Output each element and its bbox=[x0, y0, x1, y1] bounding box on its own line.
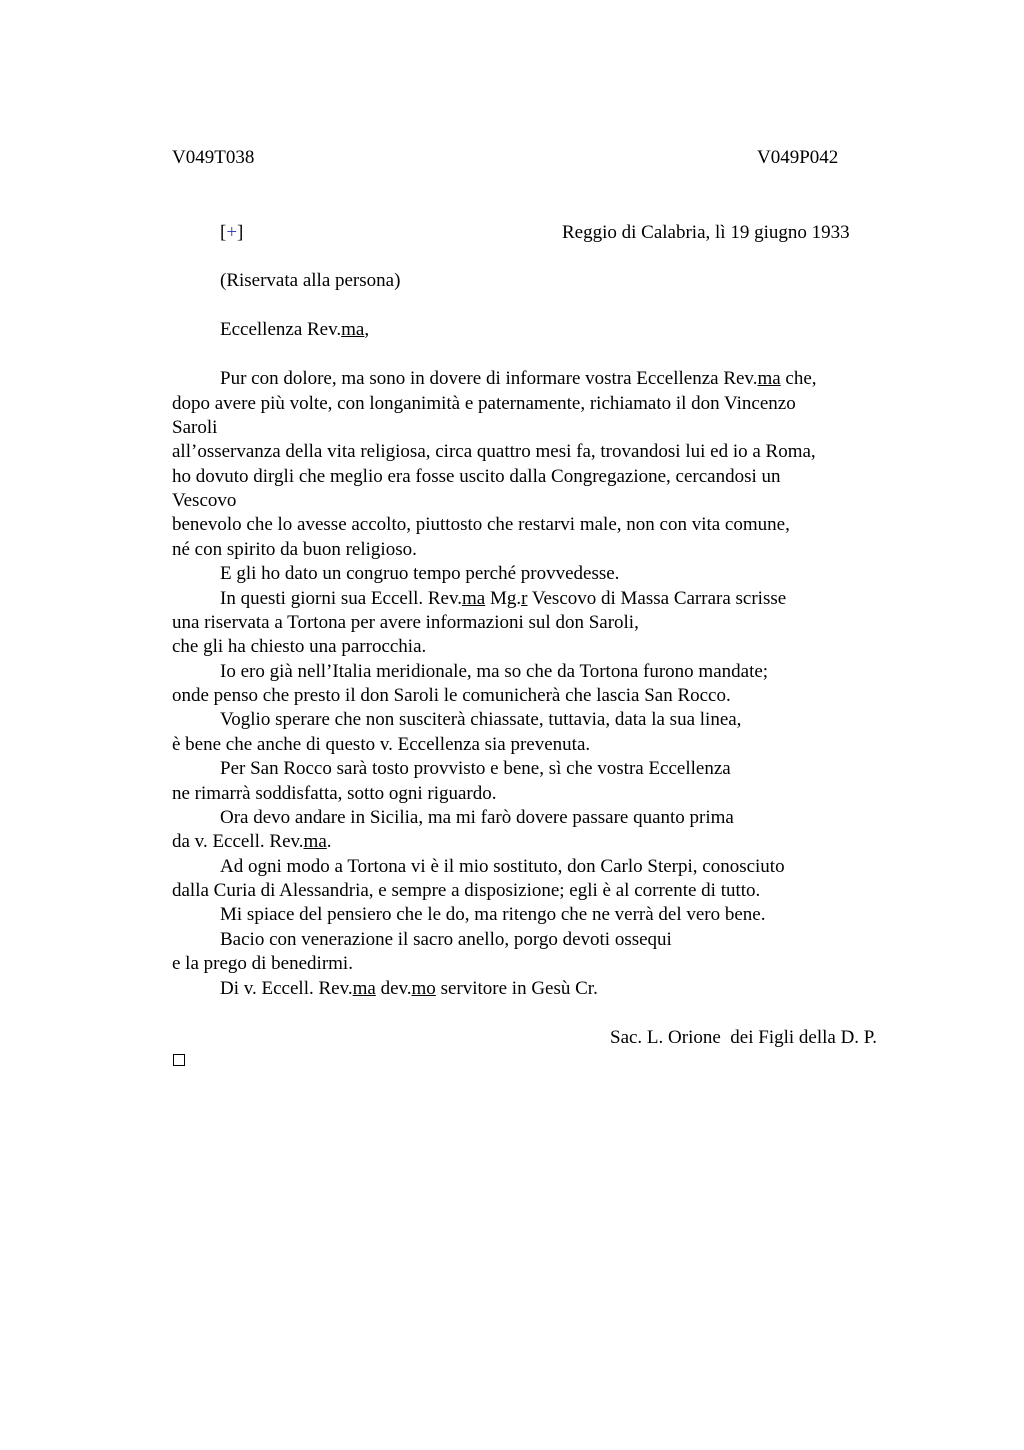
body-line: Di v. Eccell. Rev.ma dev.mo servitore in Gesù Cr. bbox=[220, 978, 598, 999]
body-line: ho dovuto dirgli che meglio era fosse uscito dalla Congregazione, cercandosi un bbox=[172, 466, 781, 487]
body-line: In questi giorni sua Eccell. Rev.ma Mg.r Vescovo di Massa Carrara scrisse bbox=[220, 588, 787, 609]
body-line: onde penso che presto il don Saroli le comunicherà che lascia San Rocco. bbox=[172, 685, 731, 706]
body-line: Vescovo bbox=[172, 490, 237, 511]
reserved-note: (Riservata alla persona) bbox=[220, 270, 401, 291]
body-line: E gli ho dato un congruo tempo perché provvedesse. bbox=[220, 563, 620, 584]
body-line: una riservata a Tortona per avere informazioni sul don Saroli, bbox=[172, 612, 639, 633]
cross-mark: [+] bbox=[220, 222, 244, 243]
salutation: Eccellenza Rev.ma, bbox=[220, 319, 370, 340]
body-line: da v. Eccell. Rev.ma. bbox=[172, 831, 332, 852]
body-line: ne rimarrà soddisfatta, sotto ogni riguardo. bbox=[172, 783, 497, 804]
body-line: dopo avere più volte, con longanimità e paternamente, richiamato il don Vincenzo bbox=[172, 393, 796, 414]
body-line: Pur con dolore, ma sono in dovere di informare vostra Eccellenza Rev.ma che, bbox=[220, 368, 817, 389]
body-line: Voglio sperare che non susciterà chiassate, tuttavia, data la sua linea, bbox=[220, 709, 742, 730]
checkbox-square-icon bbox=[173, 1054, 185, 1066]
body-line: dalla Curia di Alessandria, e sempre a disposizione; egli è al corrente di tutto. bbox=[172, 880, 761, 901]
body-line: all’osservanza della vita religiosa, circa quattro mesi fa, trovandosi lui ed io a Roma, bbox=[172, 441, 816, 462]
header-right-code: V049P042 bbox=[757, 147, 839, 168]
body-line: né con spirito da buon religioso. bbox=[172, 539, 417, 560]
body-line: Bacio con venerazione il sacro anello, porgo devoti ossequi bbox=[220, 929, 672, 950]
header-left-code: V049T038 bbox=[172, 147, 255, 168]
signature: Sac. L. Orione dei Figli della D. P. bbox=[610, 1027, 878, 1048]
body-line: Ad ogni modo a Tortona vi è il mio sostituto, don Carlo Sterpi, conosciuto bbox=[220, 856, 785, 877]
body-line: e la prego di benedirmi. bbox=[172, 953, 353, 974]
place-date: Reggio di Calabria, lì 19 giugno 1933 bbox=[562, 222, 850, 243]
body-line: Ora devo andare in Sicilia, ma mi farò dovere passare quanto prima bbox=[220, 807, 734, 828]
body-line: che gli ha chiesto una parrocchia. bbox=[172, 636, 427, 657]
body-line: Mi spiace del pensiero che le do, ma ritengo che ne verrà del vero bene. bbox=[220, 904, 766, 925]
body-line: benevolo che lo avesse accolto, piuttosto che restarvi male, non con vita comune, bbox=[172, 514, 790, 535]
body-line: è bene che anche di questo v. Eccellenza sia prevenuta. bbox=[172, 734, 591, 755]
body-line: Per San Rocco sarà tosto provvisto e bene, sì che vostra Eccellenza bbox=[220, 758, 731, 779]
body-line: Saroli bbox=[172, 417, 218, 438]
cross-symbol: + bbox=[226, 222, 238, 243]
body-line: Io ero già nell’Italia meridionale, ma so che da Tortona furono mandate; bbox=[220, 661, 769, 682]
